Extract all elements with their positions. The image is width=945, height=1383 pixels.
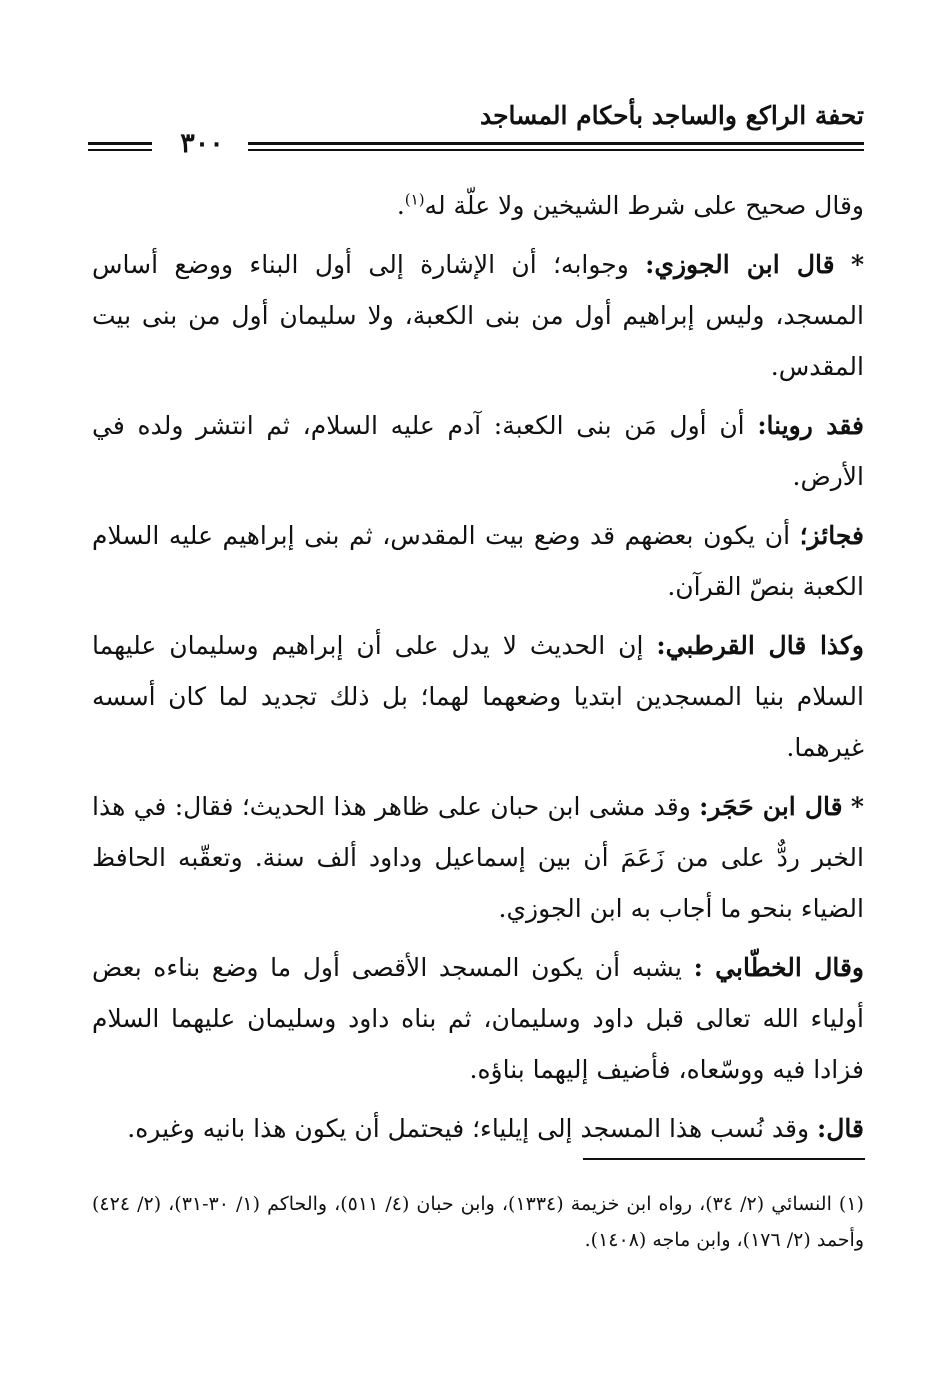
page-number: ٣٠٠ — [180, 128, 224, 159]
paragraph-lead: قال: — [817, 1114, 864, 1143]
paragraph-lead: فجائز؛ — [799, 521, 864, 550]
header-rule-short — [88, 142, 152, 151]
paragraph — [92, 942, 864, 1095]
paragraph — [92, 620, 864, 773]
paragraph-text: أن يكون بعضهم قد وضع بيت المقدس، ثم بنى إبراهيم عليه السلام الكعبة بنصّ القرآن. — [92, 521, 864, 601]
book-title: تحفة الراكع والساجد بأحكام المساجد — [479, 101, 864, 130]
paragraph-lead: فقد روينا: — [757, 411, 864, 440]
paragraph-text: وقال صحيح على شرط الشيخين ولا علّة له — [424, 191, 864, 220]
paragraph — [92, 510, 864, 612]
paragraph-text: إن الحديث لا يدل على أن إبراهيم وسليمان عليهما السلام بنيا المسجدين ابتديا وضعهما لهما؛ بل ذلك تجديد لما كان أسسه غيرهما. — [92, 631, 864, 762]
page-header — [88, 96, 864, 159]
star-marker: * — [850, 250, 865, 279]
paragraph-text: يشبه أن يكون المسجد الأقصى أول ما وضع بناءه بعض أولياء الله تعالى قبل داود وسليمان، ثم بناه داود وسليمان عليهما السلام فزادا فيه ووسّعاه، فأضيف إليهما بناؤه. — [92, 953, 864, 1084]
paragraph-lead: قال ابن الجوزي: — [645, 250, 835, 279]
paragraph-text: وجوابه؛ أن الإشارة إلى أول البناء ووضع أساس المسجد، وليس إبراهيم أول من بنى الكعبة، ولا سليمان أول من بنى بيت المقدس. — [92, 250, 864, 381]
paragraph — [92, 180, 864, 231]
paragraph-text: وقد مشى ابن حبان على ظاهر هذا الحديث؛ فقال: في هذا الخبر ردٌّ على من زَعَمَ أن بين إسماعيل وداود ألف سنة. وتعقّبه الحافظ الضياء بنحو ما أجاب به ابن الجوزي. — [92, 792, 864, 923]
paragraph-text: وقد نُسب هذا المسجد إلى إيلياء؛ فيحتمل أن يكون هذا بانيه وغيره. — [127, 1114, 818, 1143]
paragraph-lead: قال ابن حَجَر: — [699, 792, 843, 821]
paragraph-lead: وقال الخطّابي : — [693, 953, 864, 982]
paragraph — [92, 400, 864, 502]
header-rule — [248, 142, 864, 151]
paragraph — [92, 781, 864, 934]
footnote-marker: (١) — [404, 190, 425, 209]
paragraph — [92, 239, 864, 392]
paragraph-end: . — [396, 191, 405, 220]
paragraph — [92, 1103, 864, 1154]
paragraph-lead: وكذا قال القرطبي: — [656, 631, 864, 660]
main-text — [92, 180, 864, 1162]
footnote: (١) النسائي (٢/ ٣٤)، رواه ابن خزيمة (١٣٣٤)، وابن حبان (٤/ ٥١١)، والحاكم (١/ ٣٠-٣١)، (٢/ ٤٢٤) وأحمد (٢/ ١٧٦)، وابن ماجه (١٤٠٨). — [92, 1193, 864, 1251]
paragraph-text: أن أول مَن بنى الكعبة: آدم عليه السلام، ثم انتشر ولده في الأرض. — [92, 411, 864, 491]
footnotes — [92, 1186, 864, 1258]
star-marker: * — [850, 792, 864, 821]
footnote-separator — [583, 1158, 865, 1160]
